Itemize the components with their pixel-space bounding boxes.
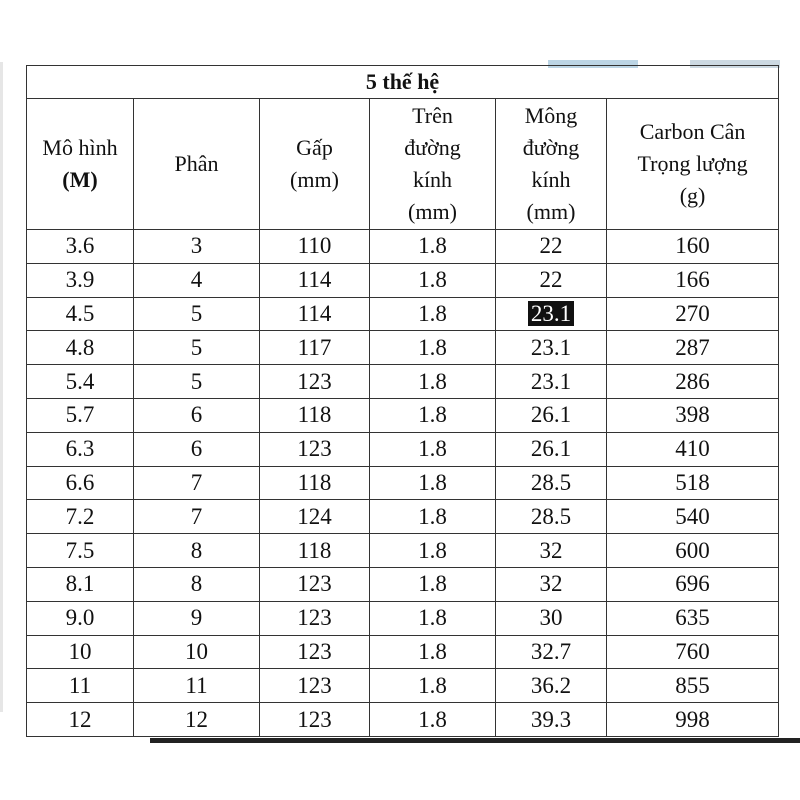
table-row <box>27 230 779 264</box>
column-header-line: Carbon Cân <box>639 119 746 144</box>
table-row <box>27 635 779 669</box>
table-cell-butt-diameter: 30 <box>496 601 607 635</box>
table-cell-folded-length: 114 <box>260 263 370 297</box>
table-body <box>27 230 779 737</box>
table-cell-top-diameter: 1.8 <box>370 466 496 500</box>
table-cell-folded-length: 123 <box>260 365 370 399</box>
column-header-butt-diameter <box>496 99 607 230</box>
column-header-line: Gấp <box>296 135 333 160</box>
table-cell-top-diameter: 1.8 <box>370 703 496 737</box>
table-cell-top-diameter: 1.8 <box>370 534 496 568</box>
table-row <box>27 500 779 534</box>
table-row <box>27 703 779 737</box>
table-row <box>27 466 779 500</box>
table-cell-model: 3.9 <box>27 263 134 297</box>
table-row <box>27 669 779 703</box>
table-row <box>27 534 779 568</box>
selected-text-highlight[interactable]: 23.1 <box>528 301 574 326</box>
table-cell-carbon-weight: 270 <box>607 297 779 331</box>
table-cell-folded-length: 118 <box>260 534 370 568</box>
table-cell-carbon-weight: 166 <box>607 263 779 297</box>
table-cell-sections: 6 <box>134 432 260 466</box>
table-row <box>27 432 779 466</box>
table-cell-folded-length: 110 <box>260 230 370 264</box>
table-cell-folded-length: 123 <box>260 432 370 466</box>
table-cell-folded-length: 117 <box>260 331 370 365</box>
table-cell-folded-length: 123 <box>260 601 370 635</box>
column-header-model <box>27 99 134 230</box>
table-row <box>27 601 779 635</box>
table-cell-carbon-weight: 287 <box>607 331 779 365</box>
table-cell-carbon-weight: 696 <box>607 567 779 601</box>
column-header-line: Mô hình <box>42 135 118 160</box>
table-cell-carbon-weight: 635 <box>607 601 779 635</box>
table-cell-top-diameter: 1.8 <box>370 669 496 703</box>
table-cell-top-diameter: 1.8 <box>370 230 496 264</box>
table-title: 5 thế hệ <box>27 66 779 99</box>
table-cell-butt-diameter: 36.2 <box>496 669 607 703</box>
table-cell-top-diameter: 1.8 <box>370 500 496 534</box>
table-cell-butt-diameter: 26.1 <box>496 432 607 466</box>
table-cell-folded-length: 123 <box>260 635 370 669</box>
table-cell-carbon-weight: 760 <box>607 635 779 669</box>
table-cell-model: 6.6 <box>27 466 134 500</box>
table-cell-top-diameter: 1.8 <box>370 331 496 365</box>
table-cell-carbon-weight: 398 <box>607 398 779 432</box>
column-header-line: kính <box>531 167 571 192</box>
table-cell-folded-length: 118 <box>260 398 370 432</box>
column-header-line: Phân <box>174 151 219 176</box>
column-header-line: Mông <box>524 103 578 128</box>
table-cell-model: 4.8 <box>27 331 134 365</box>
table-header-row <box>27 99 779 230</box>
table-cell-model: 7.5 <box>27 534 134 568</box>
table-cell-butt-diameter: 28.5 <box>496 466 607 500</box>
column-header-folded-length <box>260 99 370 230</box>
table-cell-model: 9.0 <box>27 601 134 635</box>
table-cell-top-diameter: 1.8 <box>370 432 496 466</box>
table-cell-butt-diameter <box>496 297 607 331</box>
column-header-line: Trọng lượng <box>637 151 748 176</box>
table-title-row <box>27 66 779 99</box>
table-cell-sections: 7 <box>134 466 260 500</box>
table-cell-folded-length: 123 <box>260 567 370 601</box>
table-cell-sections: 4 <box>134 263 260 297</box>
table-row <box>27 297 779 331</box>
column-header-line: đường <box>522 135 580 160</box>
table-cell-butt-diameter: 22 <box>496 263 607 297</box>
table-cell-carbon-weight: 518 <box>607 466 779 500</box>
table-cell-top-diameter: 1.8 <box>370 635 496 669</box>
table-cell-sections: 8 <box>134 534 260 568</box>
column-header-carbon-weight <box>607 99 779 230</box>
table-row <box>27 365 779 399</box>
table-cell-model: 6.3 <box>27 432 134 466</box>
table-cell-carbon-weight: 600 <box>607 534 779 568</box>
table-cell-top-diameter: 1.8 <box>370 365 496 399</box>
spec-table <box>26 65 779 737</box>
table-cell-folded-length: 124 <box>260 500 370 534</box>
table-cell-sections: 6 <box>134 398 260 432</box>
table-cell-top-diameter: 1.8 <box>370 601 496 635</box>
table-cell-sections: 5 <box>134 297 260 331</box>
table-cell-butt-diameter: 28.5 <box>496 500 607 534</box>
table-row <box>27 263 779 297</box>
table-cell-folded-length: 114 <box>260 297 370 331</box>
table-cell-sections: 10 <box>134 635 260 669</box>
table-cell-model: 5.7 <box>27 398 134 432</box>
table-cell-carbon-weight: 998 <box>607 703 779 737</box>
table-cell-model: 3.6 <box>27 230 134 264</box>
column-header-line: kính <box>412 167 453 192</box>
column-header-line: (mm) <box>408 199 457 224</box>
table-cell-model: 10 <box>27 635 134 669</box>
table-cell-sections: 11 <box>134 669 260 703</box>
table-cell-top-diameter: 1.8 <box>370 297 496 331</box>
table-cell-carbon-weight: 160 <box>607 230 779 264</box>
table-cell-sections: 7 <box>134 500 260 534</box>
table-cell-carbon-weight: 286 <box>607 365 779 399</box>
table-cell-butt-diameter: 22 <box>496 230 607 264</box>
table-cell-sections: 8 <box>134 567 260 601</box>
column-header-line: (g) <box>679 183 706 208</box>
table-cell-sections: 5 <box>134 331 260 365</box>
column-header-top-diameter <box>370 99 496 230</box>
table-cell-butt-diameter: 39.3 <box>496 703 607 737</box>
table-row <box>27 398 779 432</box>
table-cell-model: 8.1 <box>27 567 134 601</box>
table-cell-top-diameter: 1.8 <box>370 398 496 432</box>
table-cell-sections: 12 <box>134 703 260 737</box>
table-cell-sections: 9 <box>134 601 260 635</box>
table-cell-butt-diameter: 23.1 <box>496 365 607 399</box>
spec-table-container <box>26 65 778 737</box>
table-row <box>27 567 779 601</box>
table-cell-sections: 3 <box>134 230 260 264</box>
column-header-line: Trên <box>412 103 453 128</box>
table-cell-butt-diameter: 32 <box>496 534 607 568</box>
column-header-sections <box>134 99 260 230</box>
table-row <box>27 331 779 365</box>
table-cell-butt-diameter: 23.1 <box>496 331 607 365</box>
left-edge-shadow <box>0 62 3 712</box>
column-header-line: (mm) <box>290 167 339 192</box>
table-cell-carbon-weight: 855 <box>607 669 779 703</box>
table-cell-top-diameter: 1.8 <box>370 263 496 297</box>
table-cell-folded-length: 123 <box>260 703 370 737</box>
table-cell-butt-diameter: 26.1 <box>496 398 607 432</box>
bottom-dark-bar <box>150 738 800 743</box>
table-cell-butt-diameter: 32.7 <box>496 635 607 669</box>
column-header-line: (M) <box>62 167 98 192</box>
table-cell-model: 4.5 <box>27 297 134 331</box>
table-cell-carbon-weight: 410 <box>607 432 779 466</box>
table-cell-sections: 5 <box>134 365 260 399</box>
table-cell-folded-length: 123 <box>260 669 370 703</box>
table-cell-model: 12 <box>27 703 134 737</box>
table-cell-folded-length: 118 <box>260 466 370 500</box>
table-cell-model: 7.2 <box>27 500 134 534</box>
column-header-line: đường <box>404 135 461 160</box>
table-cell-model: 5.4 <box>27 365 134 399</box>
table-cell-model: 11 <box>27 669 134 703</box>
table-cell-butt-diameter: 32 <box>496 567 607 601</box>
column-header-line: (mm) <box>526 199 576 224</box>
table-cell-top-diameter: 1.8 <box>370 567 496 601</box>
table-cell-carbon-weight: 540 <box>607 500 779 534</box>
